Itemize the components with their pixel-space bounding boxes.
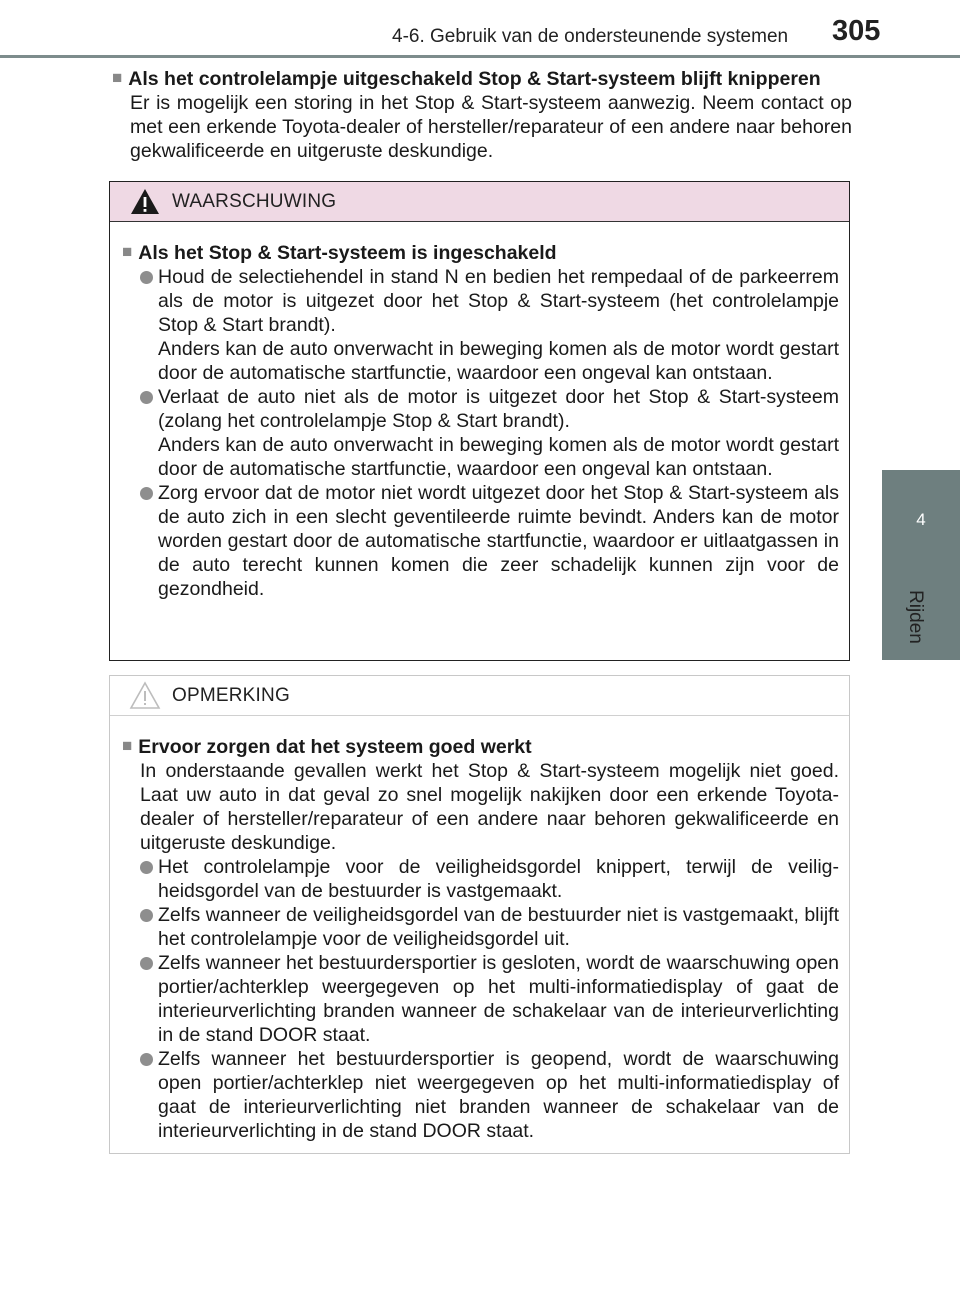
list-item [122, 385, 839, 481]
section-title: 4-6. Gebruik van de ondersteunende systemen [392, 26, 789, 47]
bullet-dot-icon [140, 391, 153, 404]
note-heading-row [122, 734, 839, 759]
page-header [0, 0, 960, 58]
caution-triangle-icon [128, 678, 162, 712]
warning-title: WAARSCHUWING [172, 191, 337, 212]
bullet-dot-icon [140, 861, 153, 874]
list-item-text: Verlaat de auto niet als de motor is uitgezet door het Stop & Start-systeem (zolang het controlelampje Stop & Start brandt). [158, 386, 839, 432]
note-header [110, 676, 849, 716]
note-intro: In onderstaande gevallen werkt het Stop & Start-systeem mogelijk niet goed. Laat uw auto in dat geval zo snel mogelijk nakijken door een erkende Toyota-dealer of hersteller/reparateur of een andere naar behoren gekwalificeerde en uitgeruste deskundige. [140, 760, 839, 854]
warning-body [110, 222, 849, 601]
list-item-text: Het controlelampje voor de veiligheidsgordel knippert, terwijl de veiligheidsgordel van de bestuurder is vastgemaakt. [158, 856, 839, 902]
list-item-extra: Anders kan de auto onverwacht in beweging komen als de motor wordt gestart door de automatische startfunctie, waardoor een ongeval kan ontstaan. [158, 338, 839, 384]
warning-box [109, 181, 850, 661]
note-heading: Ervoor zorgen dat het systeem goed werkt [138, 736, 532, 758]
list-item-text: Houd de selectiehendel in stand N en bedien het rempedaal of de parkeerrem als de motor is uitgezet door het Stop & Start-systeem (het controlelampje Stop & Start brandt). [158, 266, 839, 336]
intro-section [112, 66, 852, 163]
list-item [122, 265, 839, 385]
list-item [122, 903, 839, 951]
chapter-tab-label: Rijden [905, 590, 926, 644]
list-item-text: Zelfs wanneer de veiligheidsgordel van de bestuurder niet is vastgemaakt, blijft het controlelampje voor de veiligheidsgordel uit. [158, 904, 839, 950]
bullet-dot-icon [140, 909, 153, 922]
list-item-extra: Anders kan de auto onverwacht in beweging komen als de motor wordt gestart door de automatische startfunctie, waardoor een ongeval kan ontstaan. [158, 434, 839, 480]
note-body [110, 716, 849, 1143]
square-bullet-icon: ■ [122, 242, 133, 261]
bullet-dot-icon [140, 957, 153, 970]
warning-triangle-icon [128, 184, 162, 218]
bullet-dot-icon [140, 1053, 153, 1066]
note-title: OPMERKING [172, 685, 290, 706]
bullet-dot-icon [140, 487, 153, 500]
warning-heading: Als het Stop & Start-systeem is ingeschakeld [138, 242, 557, 264]
intro-heading: Als het controlelampje uitgeschakeld Stop & Start-systeem blijft knipperen [128, 68, 821, 90]
list-item [122, 481, 839, 601]
list-item-text: Zorg ervoor dat de motor niet wordt uitgezet door het Stop & Start-systeem als de auto zich in een slecht geventileerde ruimte bevindt. Anders kan de motor worden gestart door de automatische startfunctie, waardoor er uitlaatgassen in de auto terecht kunnen komen die zeer schadelijk kunnen zijn voor de gezondheid. [158, 482, 839, 600]
square-bullet-icon: ■ [122, 736, 133, 755]
warning-heading-row [122, 240, 839, 265]
intro-body: Er is mogelijk een storing in het Stop & Start-systeem aanwezig. Neem contact op met een erkende Toyota-dealer of hersteller/reparateur of een andere naar behoren gekwalificeerde en uitgeruste deskundige. [130, 92, 852, 162]
chapter-tab-number: 4 [916, 510, 926, 529]
list-item [122, 951, 839, 1047]
note-box [109, 675, 850, 1154]
header-rule [0, 55, 960, 58]
list-item-text: Zelfs wanneer het bestuurdersportier is geopend, wordt de waarschuwing open portier/achterklep niet weergegeven op het multi-informatiedisplay of gaat de interieurverlichting niet branden wanneer de schakelaar van de interieurverlichting in de stand DOOR staat. [158, 1048, 839, 1142]
page-number: 305 [832, 15, 881, 47]
list-item-text: Zelfs wanneer het bestuurdersportier is gesloten, wordt de waarschuwing open portier/achterklep weergegeven op het multi-informatiedisplay of gaat de interieurverlichting branden wanneer de schakelaar van de interieurverlichting in de stand DOOR staat. [158, 952, 839, 1046]
square-bullet-icon: ■ [112, 68, 123, 87]
list-item [122, 1047, 839, 1143]
warning-header [110, 182, 849, 222]
bullet-dot-icon [140, 271, 153, 284]
list-item [122, 855, 839, 903]
intro-heading-row [112, 66, 852, 91]
